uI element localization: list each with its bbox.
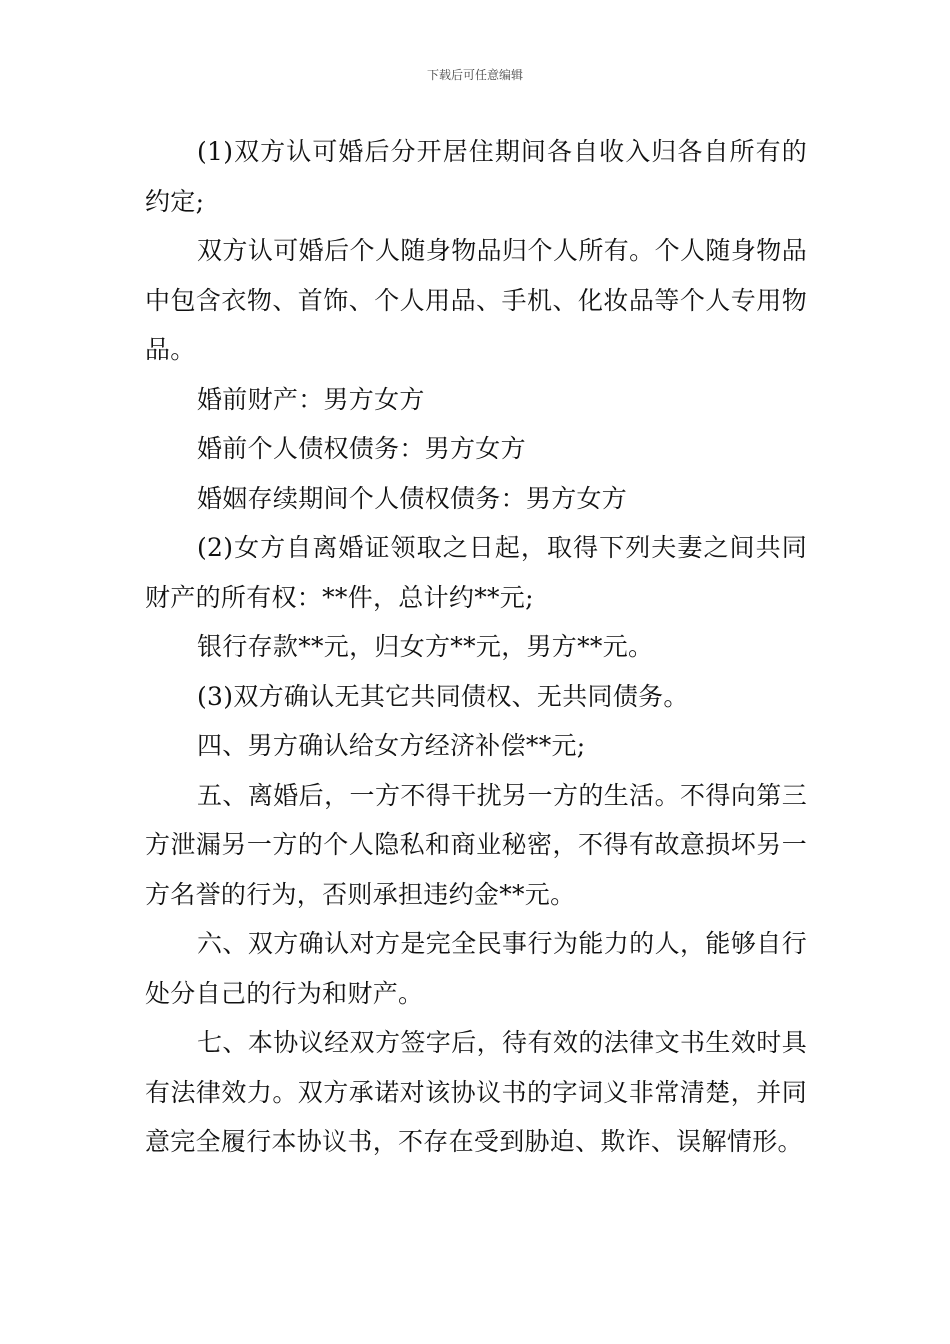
paragraph-compensation: 四、男方确认给女方经济补偿**元; bbox=[197, 731, 586, 760]
paragraph-premarital-property: 婚前财产：男方女方 bbox=[197, 384, 425, 414]
paragraph-premarital-debts: 婚前个人债权债务：男方女方 bbox=[197, 434, 526, 463]
paragraph-bank-deposit: 银行存款**元，归女方**元，男方**元。 bbox=[197, 632, 654, 661]
paragraph-income-agreement: (1)双方认可婚后分开居住期间各自收入归各自所有的约定; bbox=[145, 137, 807, 216]
document-body bbox=[145, 127, 807, 1167]
paragraph-capacity: 六、双方确认对方是完全民事行为能力的人，能够自行处分自己的行为和财产。 bbox=[145, 929, 807, 1008]
paragraph-marital-debts: 婚姻存续期间个人债权债务：男方女方 bbox=[197, 483, 628, 513]
paragraph-effectiveness: 七、本协议经双方签字后，待有效的法律文书生效时具有法律效力。双方承诺对该协议书的字词义非常清楚，并同意完全履行本协议书，不存在受到胁迫、欺诈、误解情形。 bbox=[145, 1028, 807, 1156]
paragraph-non-interference: 五、离婚后，一方不得干扰另一方的生活。不得向第三方泄漏另一方的个人隐私和商业秘密，不得有故意损坏另一方名誉的行为，否则承担违约金**元。 bbox=[145, 780, 807, 909]
paragraph-personal-items: 双方认可婚后个人随身物品归个人所有。个人随身物品中包含衣物、首饰、个人用品、手机、化妆品等个人专用物品。 bbox=[145, 236, 807, 364]
paragraph-no-common-debts: (3)双方确认无其它共同债权、无共同债务。 bbox=[197, 681, 689, 711]
paragraph-common-property: (2)女方自离婚证领取之日起，取得下列夫妻之间共同财产的所有权：**件，总计约**元; bbox=[145, 533, 807, 612]
page-header: 下载后可任意编辑 bbox=[426, 68, 523, 82]
